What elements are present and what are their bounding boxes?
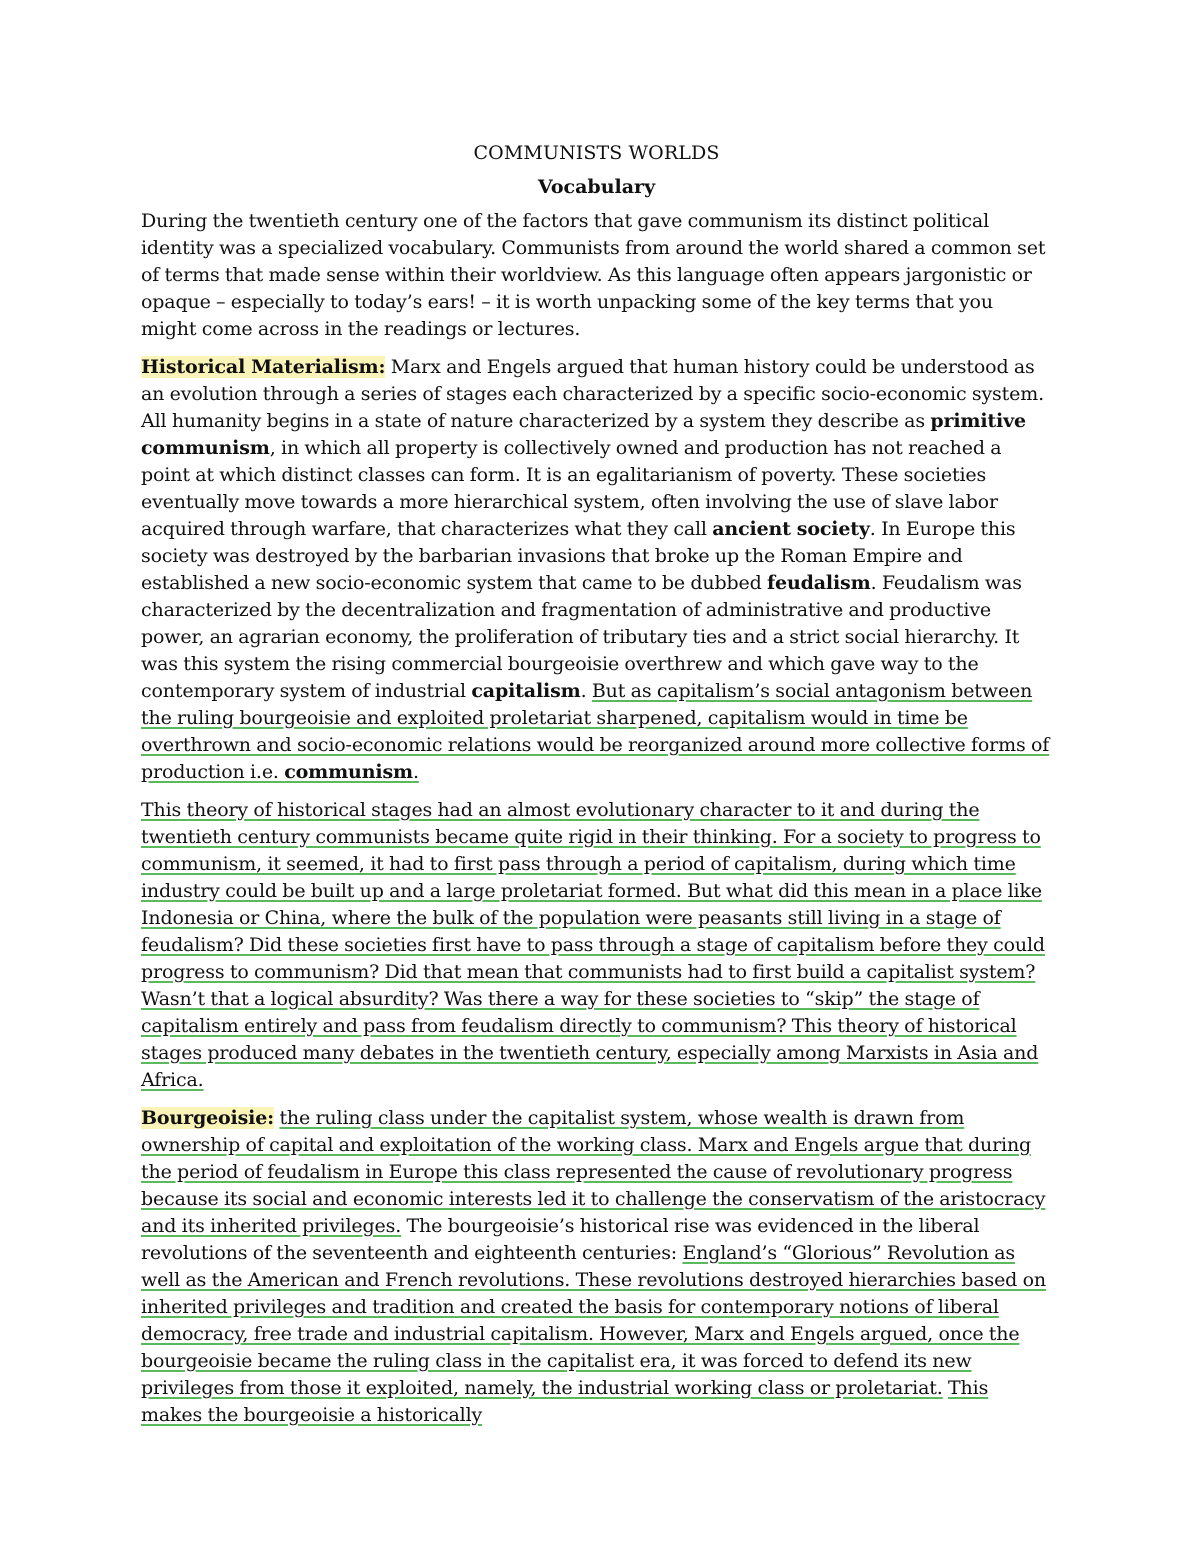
text-run: . — [580, 680, 592, 702]
bold-term-capitalism: capitalism — [471, 680, 581, 702]
underlined-text: This theory of historical stages had an almost evolutionary character to it and during the twentieth century communists became quite rigid in their thinking. For a society to progress to communism, it seemed, it had to first pass through a period of capitalism, during which time industry could be built up and a large proletariat formed. But what did this mean in a place like Indonesia or China, where the bulk of the population were peasants still living in a stage of feudalism? Did these societies first have to pass through a stage of capitalism before they could progress to communism? Did that mean that communists had to first build a capitalist system? Wasn’t that a logical absurdity? Was there a way for these societies to “skip” the stage of capitalism entirely and pass from feudalism directly to communism? This theory of historical stages produced many debates in the twentieth century, especially among Marxists in Asia and Africa. — [141, 799, 1045, 1091]
text-run: The bourgeoisie’s historical rise was evidenced in the liberal revolutions of the seventeenth and eighteenth centuries: — [141, 1215, 980, 1264]
bold-term-ancient-society: ancient society — [712, 518, 870, 540]
text-run: Marx and Engels argued that human history could be understood as an evolution through a series of stages each characterized by a specific socio-economic system. All humanity begins in a state of nature characterized by a system they describe as — [141, 356, 1044, 432]
underlined-text: England’s “Glorious” Revolution as well as the American and French revolutions. These revolutions destroyed hierarchies based on inherited privileges and tradition and created the basis for contemporary notions of liberal democracy, free trade and industrial capitalism. However, Marx and Engels argued, once the bourgeoisie became the ruling class in the capitalist era, it was forced to defend its new privileges from those it exploited, namely, the industrial working class or proletariat. — [141, 1242, 1046, 1399]
historical-materialism-paragraph — [141, 354, 1052, 786]
historical-stages-paragraph — [141, 797, 1052, 1094]
underlined-text: But as capitalism’s social antagonism between the ruling bourgeoisie and exploited proletariat sharpened, capitalism would in time be overthrown and socio-economic relations would be reorganized around more collective forms of production i.e. — [141, 680, 1050, 783]
bourgeoisie-paragraph — [141, 1105, 1052, 1429]
text-run: , in which all property is collectively owned and production has not reached a point at which distinct classes can form. It is an egalitarianism of poverty. These societies eventually move towards a more hierarchical system, often involving the use of slave labor acquired through warfare, that characterizes what they call — [141, 437, 1002, 540]
text-run: . Feudalism was characterized by the decentralization and fragmentation of administrative and productive power, an agrarian economy, the proliferation of tributary ties and a strict social hierarchy. It was this system the rising commercial bourgeoisie overthrew and which gave way to the contemporary system of industrial — [141, 572, 1022, 702]
underlined-text: This makes the bourgeoisie a historically — [141, 1377, 989, 1426]
intro-paragraph: During the twentieth century one of the factors that gave communism its distinct political identity was a specialized vocabulary. Communists from around the world shared a common set of terms that made sense within their worldview. As this language often appears jargonistic or opaque – especially to today’s ears! – it is worth unpacking some of the key terms that you might come across in the readings or lectures. — [141, 210, 1046, 340]
term-historical-materialism: Historical Materialism: — [141, 356, 386, 378]
text-run: . In Europe this society was destroyed by the barbarian invasions that broke up the Roman Empire and established a new socio-economic system that came to be dubbed — [141, 518, 1016, 594]
document-subtitle: Vocabulary — [537, 176, 656, 198]
bold-term-feudalism: feudalism — [767, 572, 871, 594]
bold-term-communism: communism — [284, 761, 413, 783]
underlined-text: the ruling class under the capitalist system, whose wealth is drawn from ownership of capital and exploitation of the working class. Marx and Engels argue that during the period of feudalism in Europe this class represented the cause of revolutionary progress because its social and economic interests led it to challenge the conservatism of the aristocracy and its inherited privileges. — [141, 1107, 1046, 1237]
document-title: COMMUNISTS WORLDS — [473, 142, 720, 164]
underlined-text: . — [412, 761, 419, 783]
term-bourgeoisie: Bourgeoisie: — [141, 1107, 275, 1129]
bold-term-primitive-communism: primitive communism — [141, 410, 1026, 459]
